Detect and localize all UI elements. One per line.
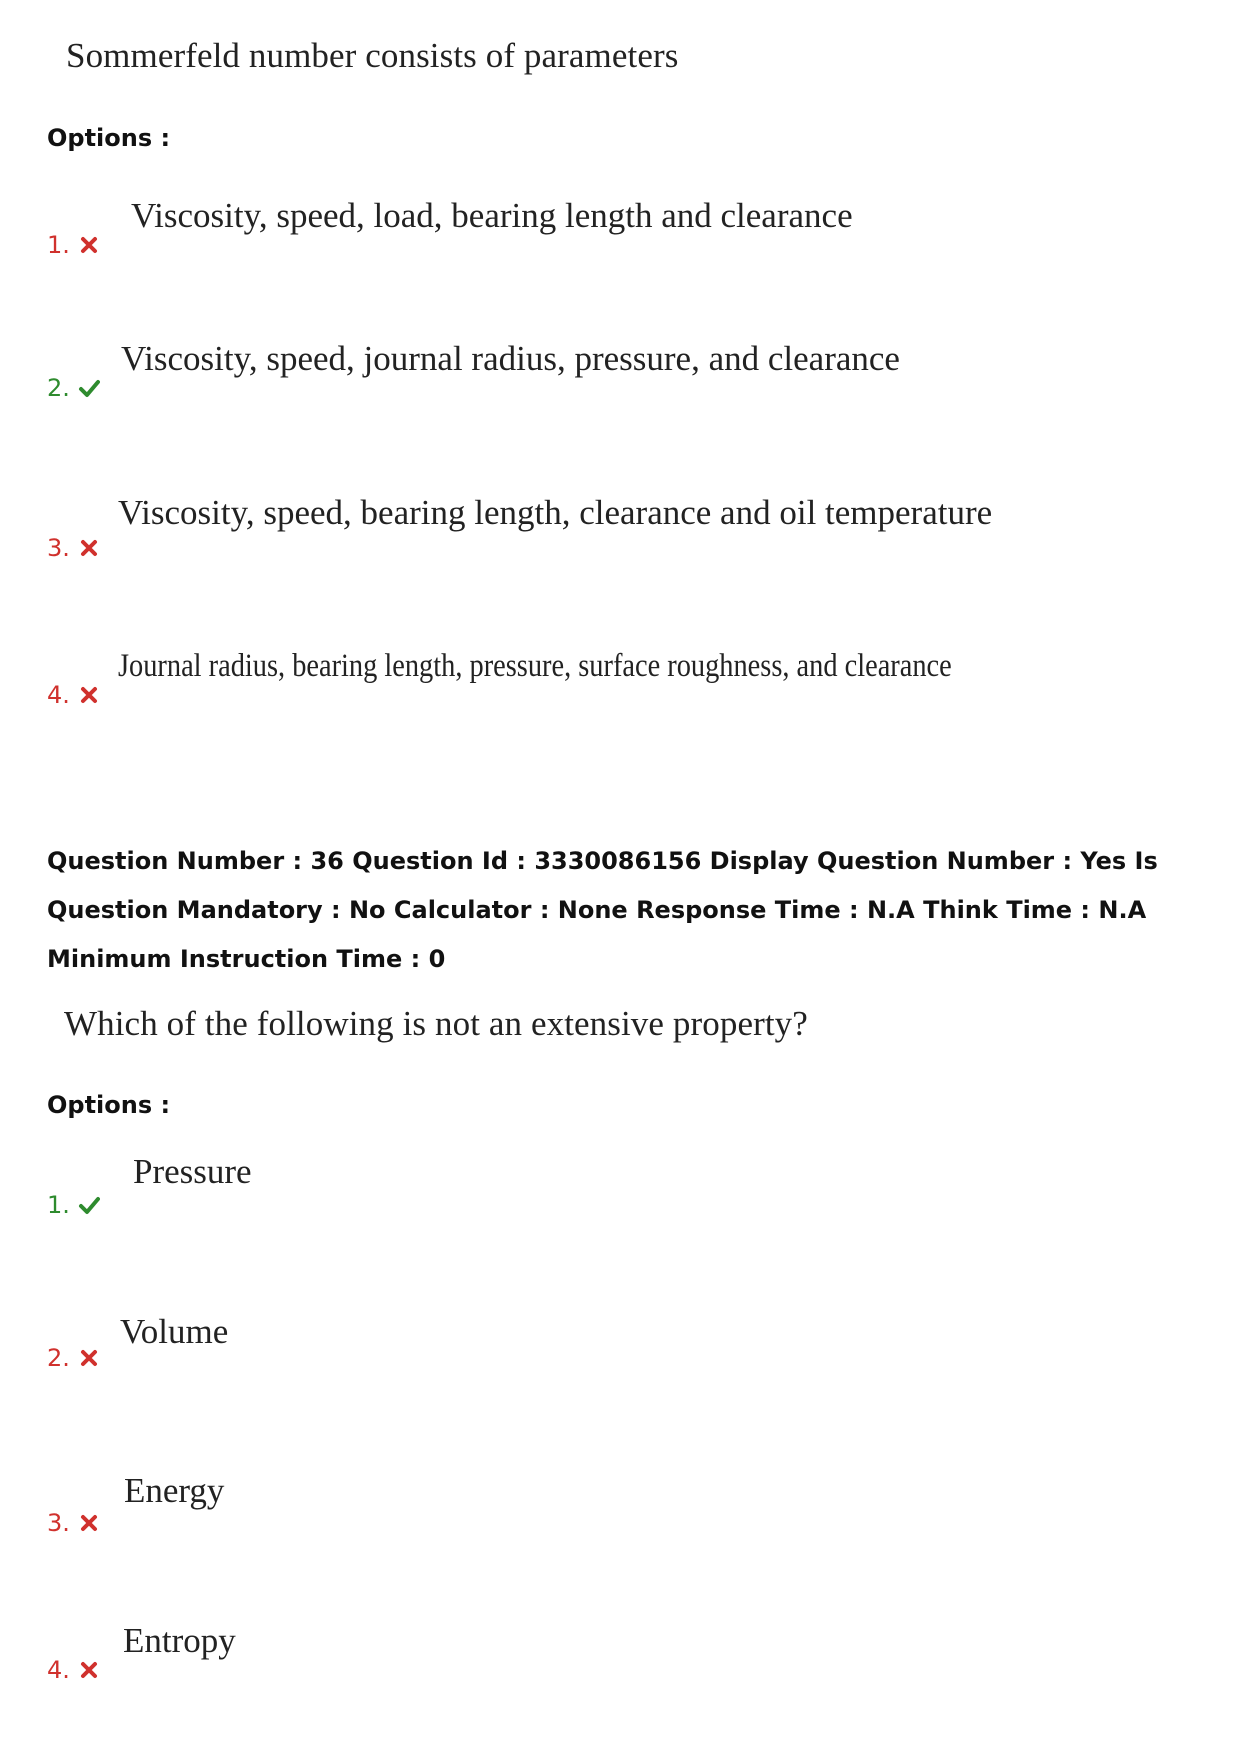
option-number: 3. <box>47 1509 70 1537</box>
q36-option-3-number <box>47 1509 100 1537</box>
cross-icon <box>78 1512 100 1534</box>
q35-option-4-number <box>47 681 100 709</box>
question-35-options-label: Options : <box>47 124 171 152</box>
q35-option-1-text: Viscosity, speed, load, bearing length and clearance <box>131 196 853 235</box>
q36-option-2-number <box>47 1344 100 1372</box>
check-icon <box>78 377 100 399</box>
option-number: 4. <box>47 1656 70 1684</box>
q36-option-3-text: Energy <box>124 1471 225 1510</box>
option-number: 1. <box>47 231 70 259</box>
q35-option-3-number <box>47 534 100 562</box>
cross-icon <box>78 234 100 256</box>
q35-option-4-text: Journal radius, bearing length, pressure, surface roughness, and clearance <box>118 648 952 684</box>
option-number: 4. <box>47 681 70 709</box>
q35-option-1-number <box>47 231 100 259</box>
option-number: 2. <box>47 374 70 402</box>
q36-option-2-text: Volume <box>120 1312 229 1351</box>
q36-option-4-number <box>47 1656 100 1684</box>
question-36-options-label: Options : <box>47 1091 171 1119</box>
question-36-text: Which of the following is not an extensive property? <box>64 1004 808 1043</box>
q36-option-1-text: Pressure <box>133 1152 252 1191</box>
question-36-meta: Question Number : 36 Question Id : 3330086156 Display Question Number : Yes Is Question Mandatory : No Calculator : None Response Time : N.A Think Time : N.A Minimum Instruction Time : 0 <box>47 847 1158 973</box>
cross-icon <box>78 537 100 559</box>
check-icon <box>78 1194 100 1216</box>
q35-option-3-text: Viscosity, speed, bearing length, clearance and oil temperature <box>118 493 993 532</box>
option-number: 1. <box>47 1191 70 1219</box>
q35-option-2-text: Viscosity, speed, journal radius, pressure, and clearance <box>121 339 900 378</box>
q35-option-2-number <box>47 374 100 402</box>
cross-icon <box>78 684 100 706</box>
cross-icon <box>78 1659 100 1681</box>
q36-option-4-text: Entropy <box>123 1621 236 1660</box>
question-35-text: Sommerfeld number consists of parameters <box>66 36 679 75</box>
cross-icon <box>78 1347 100 1369</box>
q36-option-1-number <box>47 1191 100 1219</box>
option-number: 3. <box>47 534 70 562</box>
option-number: 2. <box>47 1344 70 1372</box>
